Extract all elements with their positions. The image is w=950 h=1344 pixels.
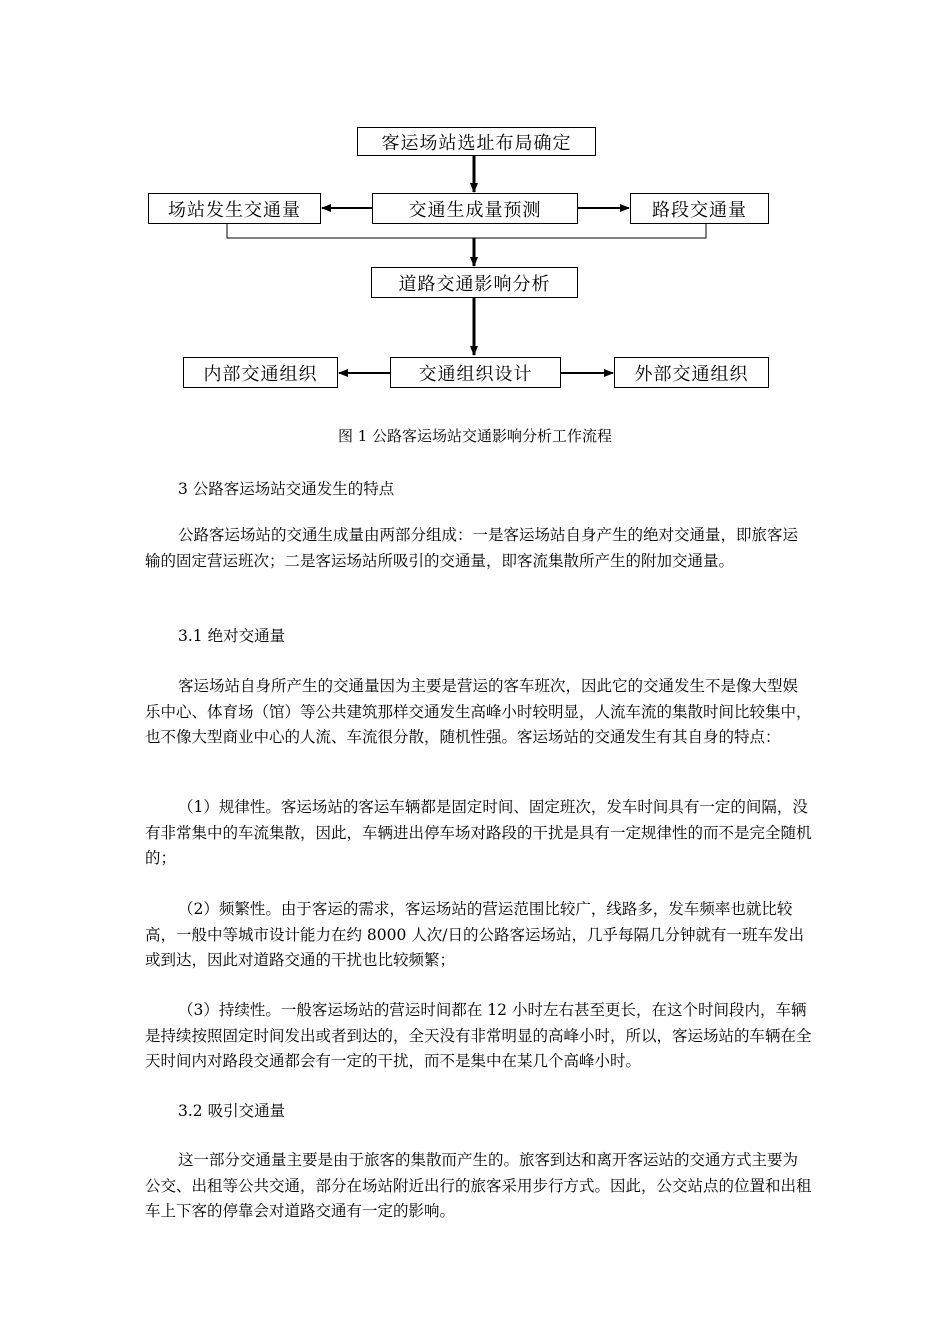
paragraph-3: （1）规律性。客运场站的客运车辆都是固定时间、固定班次，发车时间具有一定的间隔，没有非常集中的车流集散，因此，车辆进出停车场对路段的干扰是具有一定规律性的而不是完全随机的； — [145, 798, 812, 867]
paragraph-1: 公路客运场站的交通生成量由两部分组成：一是客运场站自身产生的绝对交通量，即旅客运输的固定营运班次；二是客运场站所吸引的交通量，即客流集散所产生的附加交通量。 — [145, 526, 799, 570]
figure-caption: 图 1 公路客运场站交通影响分析工作流程 — [337, 427, 613, 445]
box-site-selection: 客运场站选址布局确定 — [357, 127, 596, 156]
box-road-traffic: 路段交通量 — [630, 193, 769, 224]
box-impact-analysis: 道路交通影响分析 — [371, 267, 578, 298]
paragraph-2: 客运场站自身所产生的交通量因为主要是营运的客车班次，因此它的交通发生不是像大型娱乐中心、体育场（馆）等公共建筑那样交通发生高峰小时较明显，人流车流的集散时间比较集中，也不像大型商业中心的人流、车流很分散，随机性强。客运场站的交通发生有其自身的特点： — [145, 677, 812, 746]
box-station-traffic: 场站发生交通量 — [148, 193, 321, 224]
bracket-connector — [227, 224, 706, 238]
paragraph-5: （3）持续性。一般客运场站的营运时间都在 12 小时左右甚至更长，在这个时间段内，车辆是持续按照固定时间发出或者到达的，全天没有非常明显的高峰小时，所以，客运场站的车辆在全天时间内对路段交通都会有一定的干扰，而不是集中在某几个高峰小时。 — [145, 1001, 812, 1070]
box-traffic-forecast: 交通生成量预测 — [372, 193, 578, 224]
section-heading-3: 3 公路客运场站交通发生的特点 — [178, 480, 395, 498]
paragraph-6: 这一部分交通量主要是由于旅客的集散而产生的。旅客到达和离开客运站的交通方式主要为公交、出租等公共交通，部分在场站附近出行的旅客采用步行方式。因此，公交站点的位置和出租车上下客的停靠会对道路交通有一定的影响。 — [145, 1151, 812, 1220]
box-external-organization: 外部交通组织 — [614, 357, 769, 388]
section-heading-3-1: 3.1 绝对交通量 — [178, 627, 286, 645]
section-heading-3-2: 3.2 吸引交通量 — [178, 1102, 286, 1120]
box-internal-organization: 内部交通组织 — [183, 357, 338, 388]
box-organization-design: 交通组织设计 — [390, 357, 561, 388]
paragraph-4: （2）频繁性。由于客运的需求，客运场站的营运范围比较广，线路多，发车频率也就比较高，一般中等城市设计能力在约 8000 人次/日的公路客运场站，几乎每隔几分钟就有一班车发出或到达，因此对道路交通的干扰也比较频繁； — [145, 900, 805, 969]
